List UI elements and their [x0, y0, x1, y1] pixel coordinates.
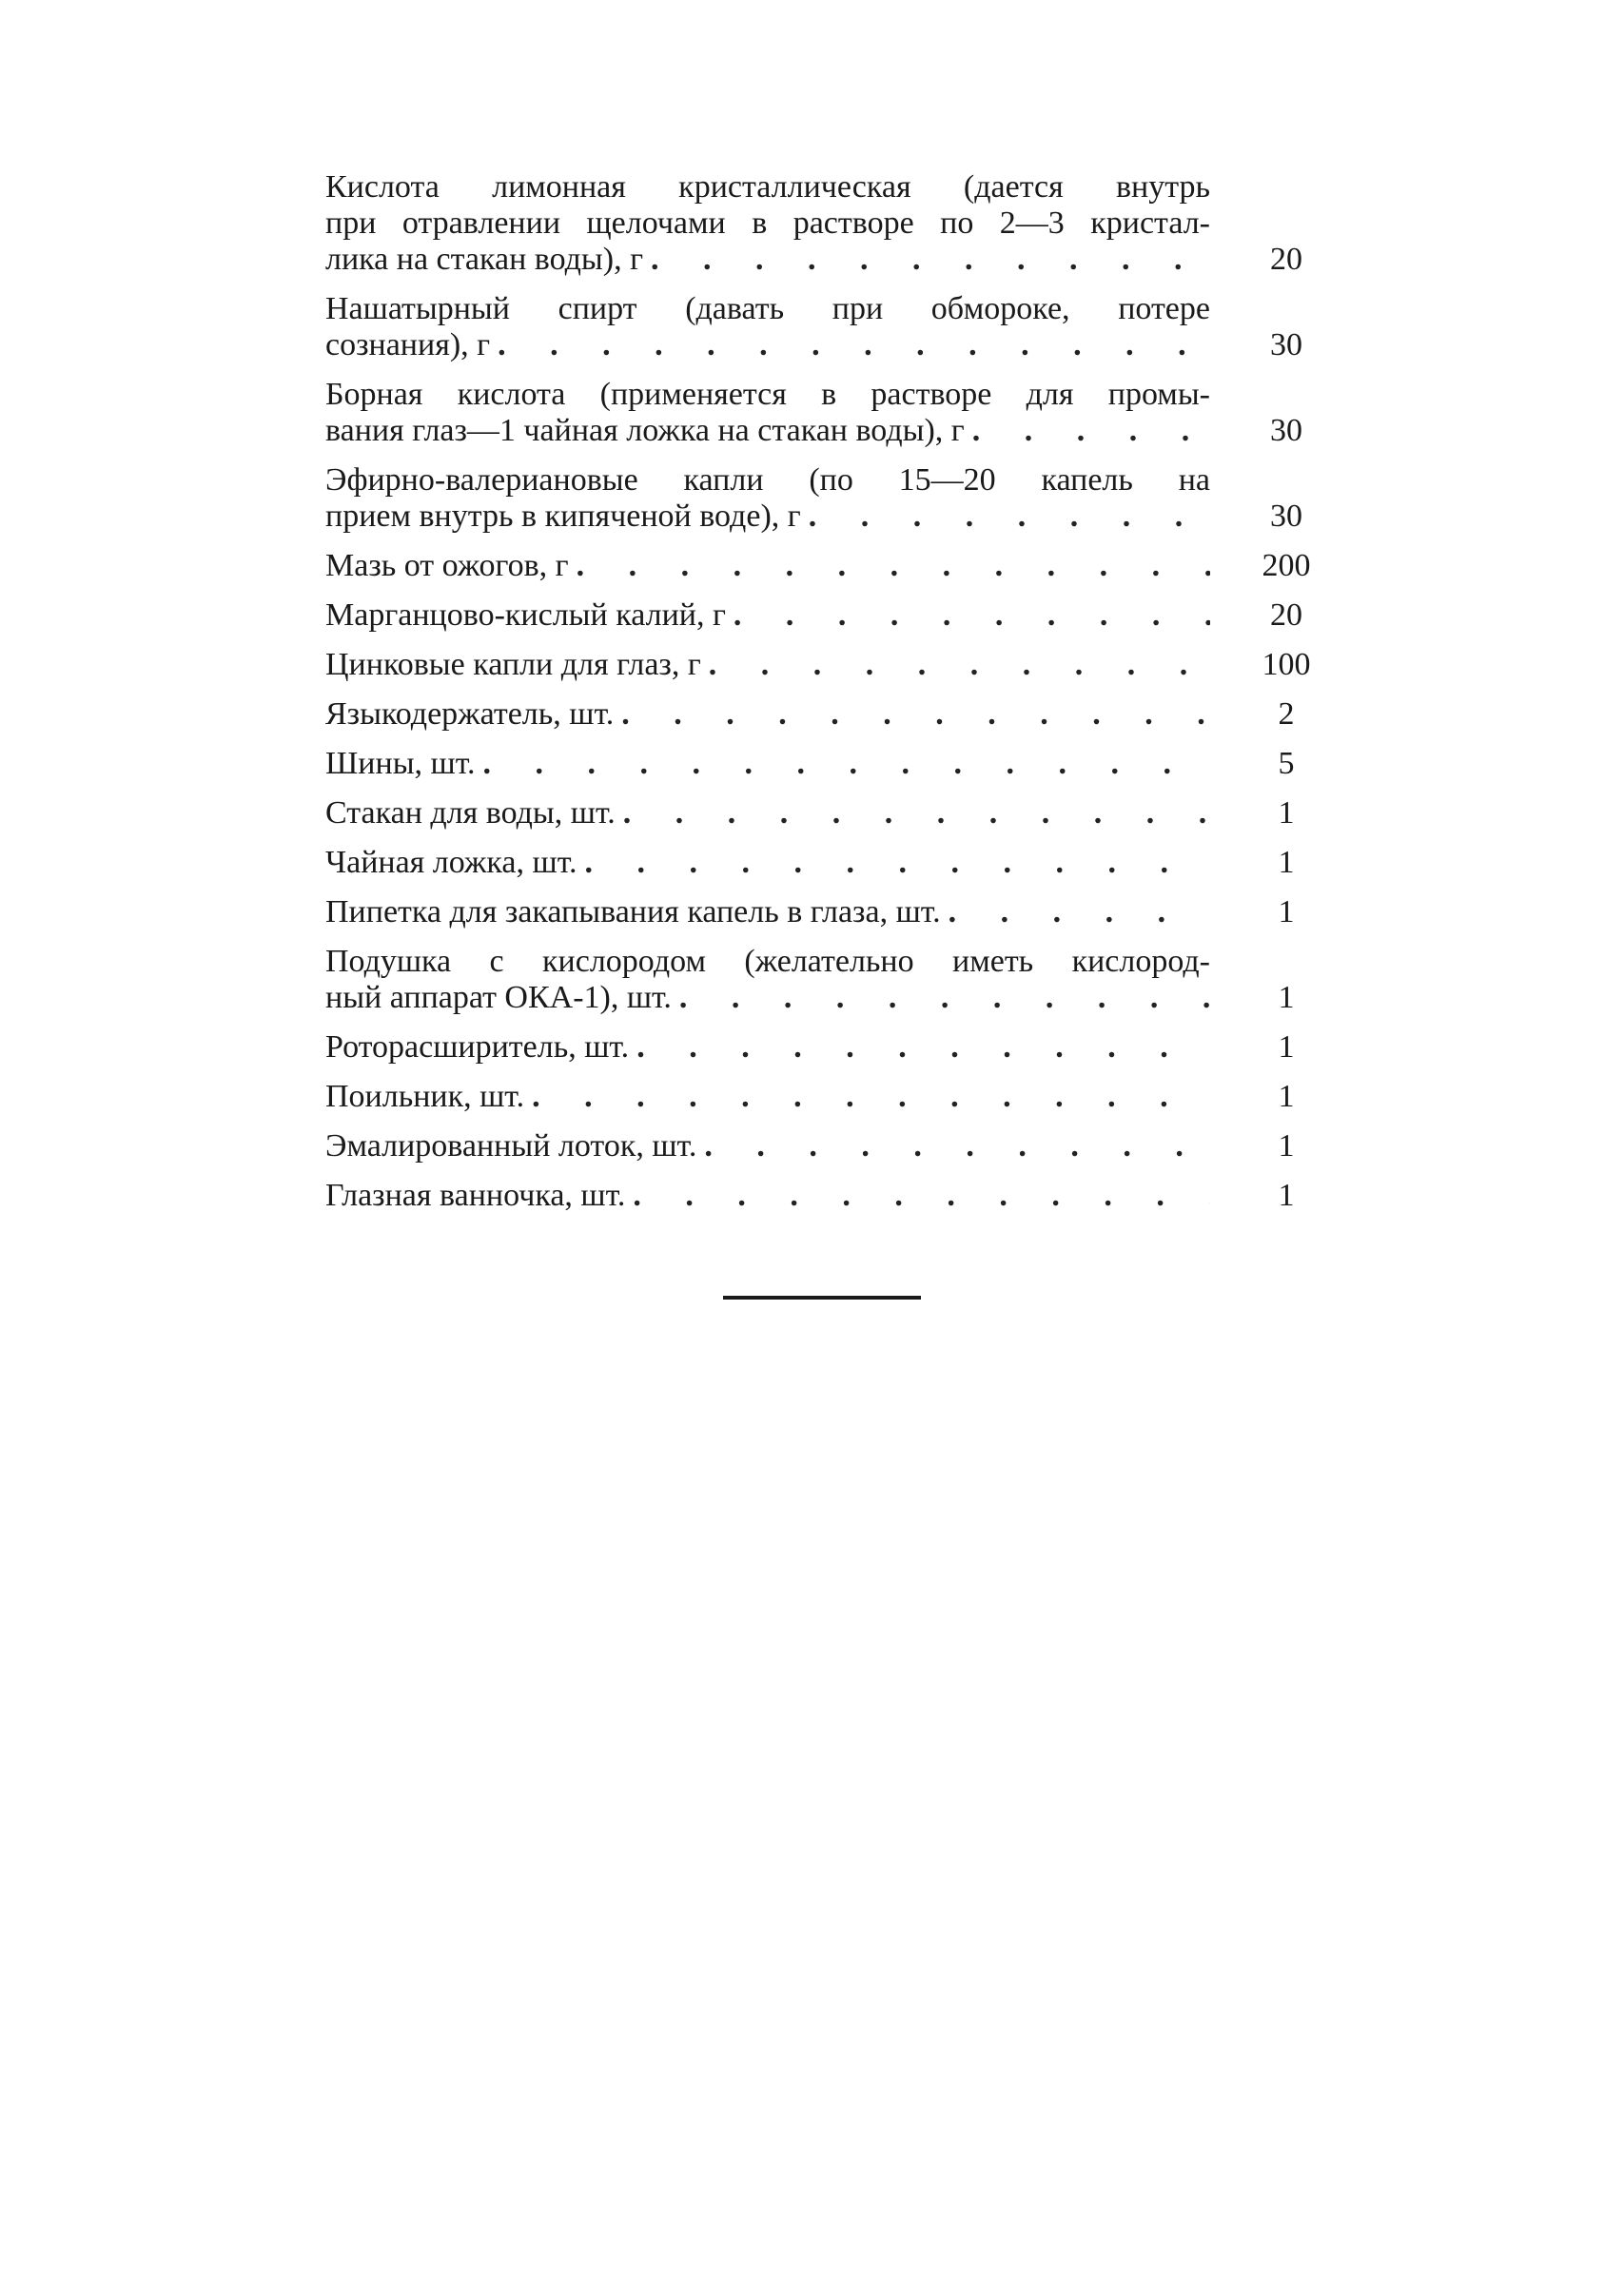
supply-last-line — [325, 499, 1210, 535]
supply-last-line — [325, 980, 1210, 1016]
dot-leader — [621, 696, 1210, 733]
supply-last-line — [325, 1079, 1210, 1115]
supply-name: Глазная ванночка, шт. — [325, 1178, 626, 1213]
dot-leader — [623, 795, 1210, 831]
supply-item — [325, 462, 1315, 535]
supply-name: Эмалированный лоток, шт. — [325, 1128, 697, 1164]
supply-last-line — [325, 647, 1210, 683]
supply-quantity: 1 — [1278, 1029, 1295, 1065]
supply-quantity: 200 — [1262, 548, 1311, 583]
supply-item — [325, 894, 1315, 930]
supply-text-line: Подушка с кислородом (желательно иметь кислород- — [325, 944, 1210, 979]
supply-last-line — [325, 845, 1210, 881]
supply-quantity: 2 — [1278, 696, 1295, 732]
supply-quantity: 30 — [1270, 499, 1302, 534]
supply-item — [325, 1029, 1315, 1066]
dot-leader — [949, 894, 1210, 930]
dot-leader — [577, 548, 1210, 584]
supply-last-line — [325, 795, 1210, 831]
dot-leader — [679, 980, 1210, 1016]
supply-item — [325, 696, 1315, 733]
supply-item — [325, 169, 1315, 278]
dot-leader — [498, 327, 1210, 363]
supply-last-line — [325, 696, 1210, 733]
supply-quantity: 1 — [1278, 1079, 1295, 1114]
supply-name: Поильник, шт. — [325, 1079, 525, 1114]
supply-item — [325, 597, 1315, 634]
supply-quantity: 30 — [1270, 413, 1302, 448]
supply-last-line — [325, 327, 1210, 363]
supply-quantity: 1 — [1278, 980, 1295, 1015]
supply-text-line: Нашатырный спирт (давать при обмороке, потере — [325, 291, 1210, 326]
dot-leader — [734, 597, 1210, 634]
supply-last-line — [325, 413, 1210, 449]
supply-quantity: 20 — [1270, 242, 1302, 277]
supply-item — [325, 1178, 1315, 1214]
supply-item — [325, 944, 1315, 1016]
closing-rule — [723, 1296, 921, 1300]
supply-name: ный аппарат ОКА-1), шт. — [325, 980, 672, 1015]
supply-last-line — [325, 1178, 1210, 1214]
supply-quantity: 1 — [1278, 845, 1295, 880]
supply-name: лика на стакан воды), г — [325, 242, 644, 277]
supply-last-line — [325, 746, 1210, 782]
supply-name: Стакан для воды, шт. — [325, 795, 616, 831]
dot-leader — [636, 1029, 1210, 1066]
supply-quantity: 1 — [1278, 1178, 1295, 1213]
supply-last-line — [325, 1128, 1210, 1164]
supply-last-line — [325, 242, 1210, 278]
supply-last-line — [325, 894, 1210, 930]
supply-quantity: 100 — [1262, 647, 1311, 682]
supply-last-line — [325, 597, 1210, 634]
dot-leader — [704, 1128, 1210, 1164]
supply-name: Цинковые капли для глаз, г — [325, 647, 701, 682]
supply-last-line — [325, 548, 1210, 584]
supply-item — [325, 746, 1315, 782]
dot-leader — [809, 499, 1210, 535]
supply-name: Пипетка для закапывания капель в глаза, шт. — [325, 894, 941, 929]
supply-item — [325, 1128, 1315, 1164]
dot-leader — [532, 1079, 1210, 1115]
supply-name: Роторасширитель, шт. — [325, 1029, 630, 1065]
supply-item — [325, 795, 1315, 831]
supply-name: вания глаз—1 чайная ложка на стакан воды), г — [325, 413, 965, 448]
supply-name: Чайная ложка, шт. — [325, 845, 577, 880]
supply-text-line: Борная кислота (применяется в растворе для промы- — [325, 377, 1210, 412]
supply-text-line: при отравлении щелочами в растворе по 2—3 кристал- — [325, 205, 1210, 241]
supply-quantity: 1 — [1278, 894, 1295, 929]
supply-name: Шины, шт. — [325, 746, 476, 781]
supply-name: Мазь от ожогов, г — [325, 548, 569, 583]
dot-leader — [651, 242, 1210, 278]
supply-item — [325, 291, 1315, 363]
supply-quantity: 30 — [1270, 327, 1302, 362]
supply-item — [325, 1079, 1315, 1115]
supply-name: прием внутрь в кипяченой воде), г — [325, 499, 801, 534]
supply-item — [325, 548, 1315, 584]
supply-quantity: 1 — [1278, 1128, 1295, 1164]
supply-last-line — [325, 1029, 1210, 1066]
dot-leader — [483, 746, 1210, 782]
supply-item — [325, 377, 1315, 449]
supply-name: Языкодержатель, шт. — [325, 696, 615, 732]
supply-text-line: Эфирно-валериановые капли (по 15—20 капель на — [325, 462, 1210, 498]
supply-name: сознания), г — [325, 327, 491, 362]
supply-quantity: 20 — [1270, 597, 1302, 633]
supply-quantity: 5 — [1278, 746, 1295, 781]
dot-leader — [972, 413, 1210, 449]
supplies-list — [325, 169, 1315, 1227]
supply-name: Марганцово-кислый калий, г — [325, 597, 726, 633]
supply-text-line: Кислота лимонная кристаллическая (дается внутрь — [325, 169, 1210, 205]
supply-item — [325, 845, 1315, 881]
dot-leader — [585, 845, 1211, 881]
dot-leader — [709, 647, 1210, 683]
dot-leader — [633, 1178, 1210, 1214]
supply-quantity: 1 — [1278, 795, 1295, 831]
supply-item — [325, 647, 1315, 683]
